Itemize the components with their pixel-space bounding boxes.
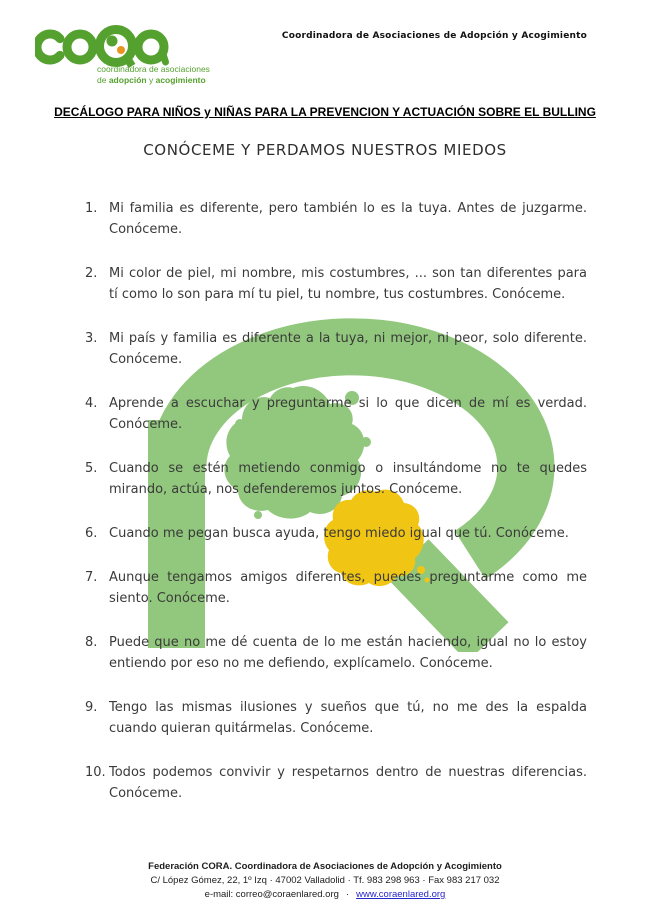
org-name-header: Coordinadora de Asociaciones de Adopción y Acogimiento — [281, 31, 587, 41]
list-item — [85, 567, 587, 609]
item-text: Tengo las mismas ilusiones y sueños que tú, no me des la espalda cuando quieran quitármelas. Conóceme. — [109, 700, 587, 736]
item-number: 4. — [85, 396, 98, 411]
logo-tagline-line2: de adopción y acogimiento — [97, 75, 206, 85]
list-item — [85, 393, 587, 435]
item-number: 8. — [85, 635, 98, 650]
footer-address-line: C/ López Gómez, 22, 1º Izq · 47002 Valladolid · Tf. 983 298 963 · Fax 983 217 032 — [150, 875, 500, 886]
item-text: Mi color de piel, mi nombre, mis costumbres, ... son tan diferentes para tí como lo son para mí tu piel, tu nombre, tus costumbres. Conóceme. — [109, 266, 587, 302]
item-text: Mi familia es diferente, pero también lo es la tuya. Antes de juzgarme. Conóceme. — [109, 201, 587, 237]
list-item — [85, 198, 587, 240]
list-item — [85, 458, 587, 500]
footer — [0, 860, 650, 902]
cora-logo — [35, 20, 170, 68]
decalogo-list — [85, 198, 587, 827]
item-number: 3. — [85, 331, 98, 346]
footer-separator: · — [345, 889, 350, 900]
list-item — [85, 762, 587, 804]
list-item — [85, 328, 587, 370]
item-text: Aprende a escuchar y preguntarme si lo que dicen de mí es verdad. Conóceme. — [109, 396, 587, 432]
item-number: 5. — [85, 461, 98, 476]
logo-tagline-line1: coordinadora de asociaciones — [97, 64, 210, 74]
item-text: Aunque tengamos amigos diferentes, puedes preguntarme como me siento. Conóceme. — [109, 570, 587, 606]
list-item — [85, 263, 587, 305]
cora-logo-icon — [35, 20, 170, 68]
list-item — [85, 523, 587, 544]
item-text: Cuando se estén metiendo conmigo o insultándome no te quedes mirando, actúa, nos defenderemos juntos. Conóceme. — [109, 461, 587, 497]
item-number: 2. — [85, 266, 98, 281]
footer-email-line — [0, 888, 650, 902]
item-text: Puede que no me dé cuenta de lo me están haciendo, igual no lo estoy entiendo por eso no me defiendo, explícamelo. Conóceme. — [109, 635, 587, 671]
footer-email-text: e-mail: correo@coraenlared.org — [204, 889, 339, 900]
item-number: 9. — [85, 700, 98, 715]
item-text: Todos podemos convivir y respetarnos dentro de nuestras diferencias. Conóceme. — [109, 765, 587, 801]
list-item — [85, 697, 587, 739]
logo-tagline — [97, 64, 237, 86]
item-number: 7. — [85, 570, 98, 585]
item-number: 10. — [85, 765, 106, 780]
item-text: Cuando me pegan busca ayuda, tengo miedo igual que tú. Conóceme. — [109, 526, 569, 541]
item-number: 1. — [85, 201, 98, 216]
item-text: Mi país y familia es diferente a la tuya, ni mejor, ni peor, solo diferente. Conóceme. — [109, 331, 587, 367]
doc-heading: DECÁLOGO PARA NIÑOS y NIÑAS PARA LA PREVENCION Y ACTUACIÓN SOBRE EL BULLING — [54, 105, 596, 119]
item-number: 6. — [85, 526, 98, 541]
list-item — [85, 632, 587, 674]
website-link[interactable]: www.coraenlared.org — [356, 889, 446, 900]
doc-title: CONÓCEME Y PERDAMOS NUESTROS MIEDOS — [143, 141, 507, 159]
footer-org-line: Federación CORA. Coordinadora de Asociaciones de Adopción y Acogimiento — [148, 861, 502, 872]
